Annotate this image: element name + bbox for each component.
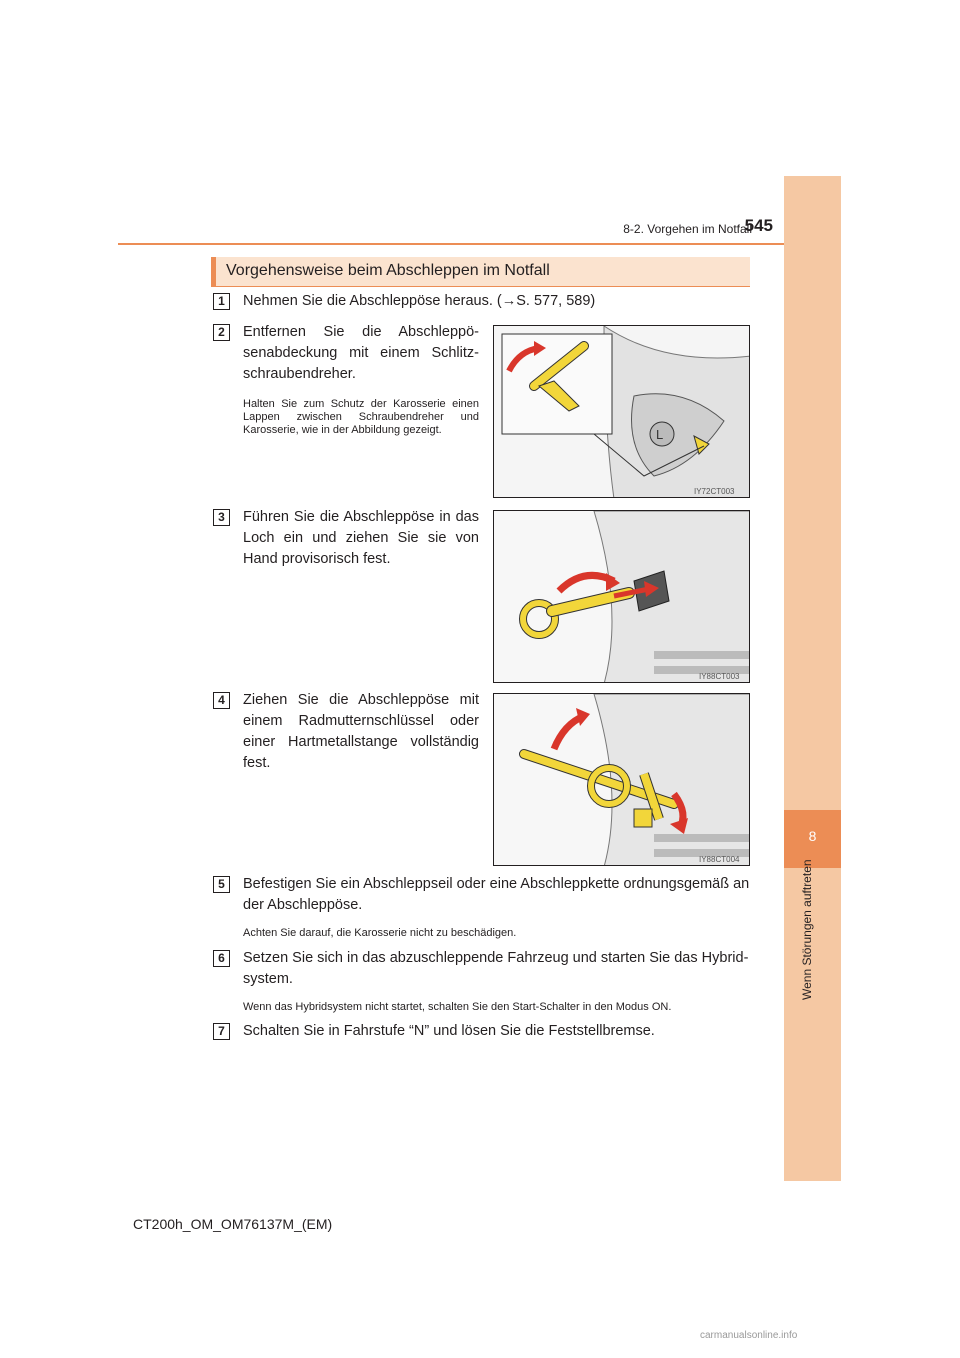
figure-screwdriver	[493, 325, 750, 498]
footer-code: CT200h_OM_OM76137M_(EM)	[133, 1216, 333, 1232]
step-note: Halten Sie zum Schutz der Karosserie einen Lappen zwischen Schraubendreher und Karosserie, wie in der Abbildung gezeigt.	[243, 398, 479, 436]
step-number: 3	[213, 509, 230, 526]
figure-tighten-eye	[493, 693, 750, 866]
step-note: Wenn das Hybridsystem nicht startet, schalten Sie den Start-Schalter in den Modus ON.	[243, 1001, 672, 1013]
watermark: carmanualsonline.info	[700, 1330, 798, 1341]
step-text: Setzen Sie sich in das abzuschleppende Fahrzeug und starten Sie das Hybridsystem.	[243, 950, 749, 987]
step-text: Nehmen Sie die Abschleppöse heraus. (→S. 577, 589)	[243, 293, 596, 309]
step-text: Befestigen Sie ein Abschleppseil oder eine Abschleppkette ordnungsgemäß an der Abschleppöse.	[243, 876, 750, 913]
step-text: Schalten Sie in Fahrstufe “N” und lösen Sie die Feststellbremse.	[243, 1023, 655, 1039]
chapter-label: Wenn Störungen auftreten	[800, 859, 814, 1000]
step-number: 5	[213, 876, 230, 893]
step-number: 2	[213, 324, 230, 341]
figure-drawing	[494, 511, 750, 683]
page-number: 545	[744, 216, 773, 235]
step-number: 4	[213, 692, 230, 709]
step-number: 6	[213, 950, 230, 967]
side-tab-strip	[784, 176, 841, 1181]
step-text: Ziehen Sie die Abschleppöse mit einem Radmutternschlüssel oder einer Hartmetallstange vollständig fest.	[243, 692, 479, 771]
step-number: 1	[213, 293, 230, 310]
step-text: Entfernen Sie die Abschleppösenabdeckung mit einem Schlitzschraubendreher.	[243, 324, 479, 382]
step-number: 7	[213, 1023, 230, 1040]
figure-drawing	[494, 326, 750, 498]
section-title: 8-2. Vorgehen im Notfall	[623, 222, 752, 236]
figure-code: IY88CT003	[699, 672, 740, 681]
figure-insert-eye	[493, 510, 750, 683]
chapter-number: 8	[808, 828, 817, 844]
step-note: Achten Sie darauf, die Karosserie nicht zu beschädigen.	[243, 927, 517, 939]
procedure-heading: Vorgehensweise beim Abschleppen im Notfall	[226, 262, 550, 279]
header-rule	[118, 243, 784, 245]
svg-text:L: L	[656, 427, 664, 442]
step-text: Führen Sie die Abschleppöse in das Loch ein und ziehen Sie sie von Hand provisorisch fest.	[243, 509, 479, 567]
figure-code: IY88CT004	[699, 855, 740, 864]
figure-code: IY72CT003	[694, 487, 735, 496]
figure-drawing	[494, 694, 750, 866]
